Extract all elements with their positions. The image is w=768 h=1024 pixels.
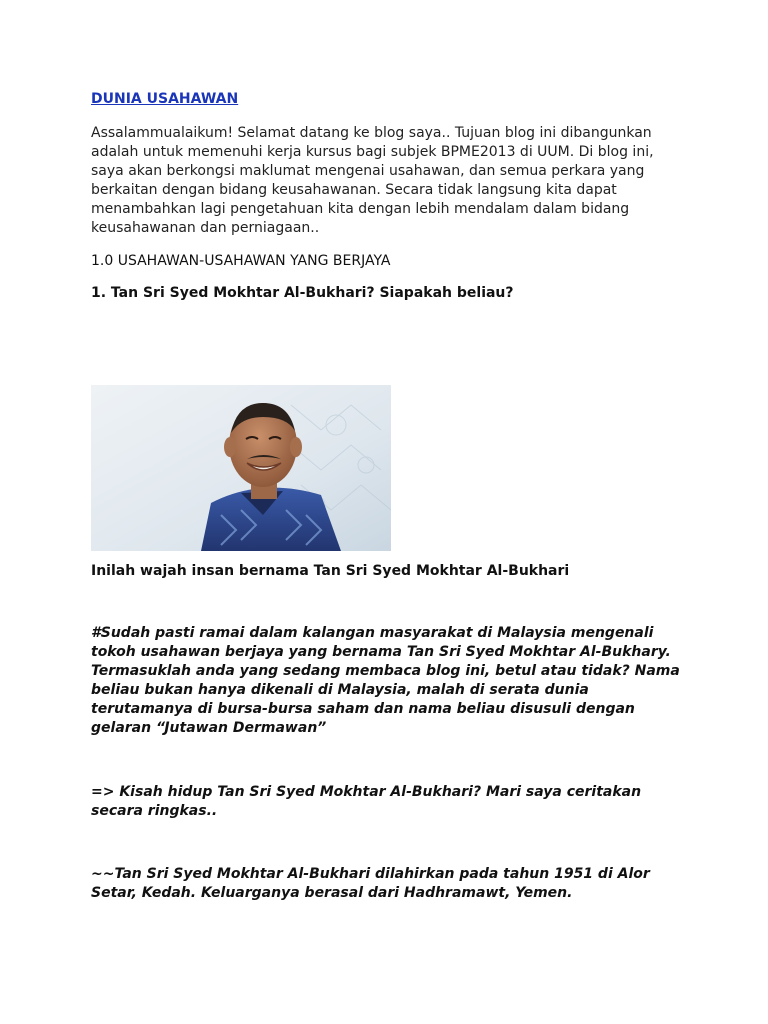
photo-caption: Inilah wajah insan bernama Tan Sri Syed Mokhtar Al-Bukhari bbox=[91, 563, 570, 579]
paragraph-life-story: => Kisah hidup Tan Sri Syed Mokhtar Al-Bukhari? Mari saya ceritakan secara ringkas.. bbox=[91, 784, 642, 819]
question-heading: 1. Tan Sri Syed Mokhtar Al-Bukhari? Siapakah beliau? bbox=[91, 285, 514, 301]
paragraph-intro-figure: #Sudah pasti ramai dalam kalangan masyarakat di Malaysia mengenali tokoh usahawan berjaya yang bernama Tan Sri Syed Mokhtar Al-Bukhary. Termasuklah anda yang sedang membaca blog ini, betul atau tidak? Nama beliau bukan hanya dikenali di Malaysia, malah di serata dunia terutamanya di bursa-bursa saham dan nama beliau disusuli dengan gelaran “Jutawan Dermawan” bbox=[91, 625, 680, 736]
paragraph-birth: ~~Tan Sri Syed Mokhtar Al-Bukhari dilahirkan pada tahun 1951 di Alor Setar, Kedah. Keluarganya berasal dari Hadhramawt, Yemen. bbox=[91, 866, 650, 901]
section-heading: 1.0 USAHAWAN-USAHAWAN YANG BERJAYA bbox=[91, 253, 391, 269]
intro-paragraph: Assalammualaikum! Selamat datang ke blog saya.. Tujuan blog ini dibangunkan adalah untuk memenuhi kerja kursus bagi subjek BPME2013 di UUM. Di blog ini, saya akan berkongsi maklumat mengenai usahawan, dan semua perkara yang berkaitan dengan bidang keusahawanan. Secara tidak langsung kita dapat menambahkan lagi pengetahuan kita dengan lebih mendalam dalam bidang keusahawanan dan perniagaan.. bbox=[91, 125, 654, 236]
document-page bbox=[91, 88, 680, 901]
blog-title-link[interactable]: DUNIA USAHAWAN bbox=[91, 91, 239, 107]
portrait-photo bbox=[91, 385, 391, 551]
